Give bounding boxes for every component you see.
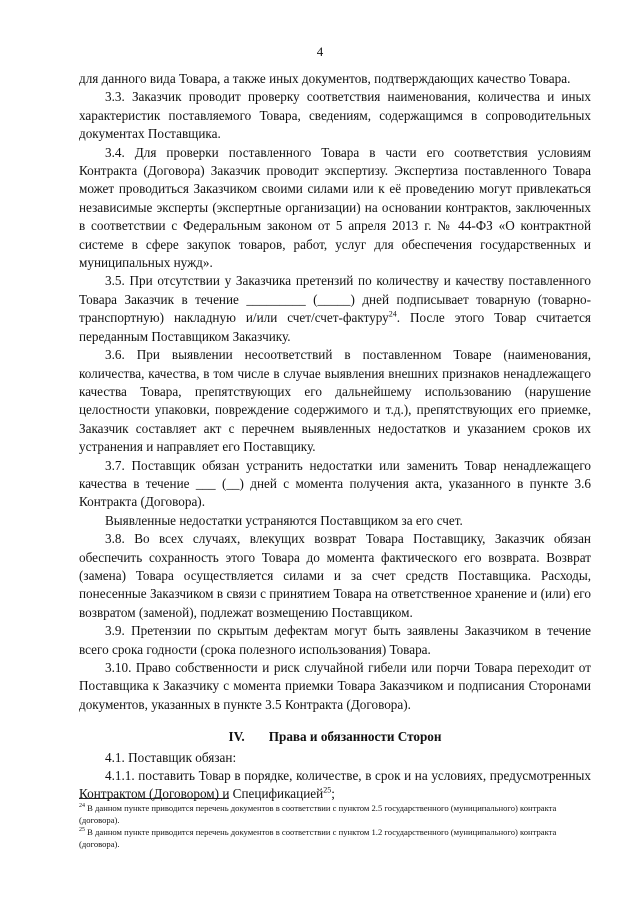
section-heading <box>79 728 591 746</box>
paragraph-3-7: 3.7. Поставщик обязан устранить недостатки или заменить Товар ненадлежащего качества в течение ___ (__) дней с момента получения акта, указанного в пункте 3.6 Контракта (Договора). <box>79 457 591 510</box>
footnote-separator <box>79 798 229 799</box>
paragraph-3-5 <box>79 272 591 346</box>
paragraph-3-5-text-after: . После этого Товар считается переданным Поставщиком Заказчику. <box>79 310 591 344</box>
paragraph-3-9: 3.9. Претензии по скрытым дефектам могут быть заявлены Заказчиком в течение всего срока годности (срока полезного использования) Товара. <box>79 623 591 657</box>
paragraph-3-6: 3.6. При выявлении несоответствий в поставленном Товаре (наименования, количества, качества, в том числе в случае выявления внешних признаков ненадлежащего качества Товара, препятствующих его дальнейшему использованию (нарушение целостности упаковки, повреждение содержимого и т.д.), препятствующих его приемке, Заказчик составляет акт с перечнем выявленных недостатков и указанием сроков их устранения и направляет его Поставщику. <box>79 347 591 455</box>
footnote-24-number: 24 <box>79 803 85 810</box>
page-number: 4 <box>316 44 324 59</box>
paragraph-3-3: 3.3. Заказчик проводит проверку соответствия наименования, количества и иных характеристик поставляемого Товара, сведениям, содержащимся в сопроводительных документах Поставщика. <box>79 89 591 142</box>
paragraph-3-7-note: Выявленные недостатки устраняются Поставщиком за его счет. <box>105 512 463 528</box>
footnote-ref-25: 25 <box>323 786 332 796</box>
footnote-24 <box>79 802 591 826</box>
paragraph-3-5-text: 3.5. При отсутствии у Заказчика претензий по количеству и качеству поставленного Товара Заказчик в течение _________ (_____) дней подписывает товарную (товарно-транспортную) накладную и/или счет/счет-фактуру <box>79 273 591 326</box>
footnote-25-text: В данном пункте приводится перечень документов в соответствии с пунктом 1.2 государственного (муниципального) контракта (договора). <box>79 827 557 849</box>
paragraph-4-1: 4.1. Поставщик обязан: <box>105 749 237 765</box>
paragraph-3-4: 3.4. Для проверки поставленного Товара в части его соответствия условиям Контракта (Договора) Заказчик проводит экспертизу. Экспертиза поставленного Товара может проводиться Заказчиком своими силами или к её проведению могут привлекаться независимые эксперты (экспертные организации) на основании контрактов, заключенных в соответствии с Федеральным законом от 5 апреля 2013 г. № 44-ФЗ «О контрактной системе в сфере закупок товаров, работ, услуг для обеспечения государственных и муниципальных нужд». <box>79 144 591 271</box>
paragraph-3-10: 3.10. Право собственности и риск случайной гибели или порчи Товара переходит от Поставщика к Заказчику с момента приемки Товара Заказчиком и подписания Сторонами документов, указанных в пункте 3.5 Контракта (Договора). <box>79 660 591 712</box>
paragraph-4-1-1-text: 4.1.1. поставить Товар в порядке, количестве, в срок и на условиях, предусмотренных Контрактом (Договором) и Спецификацией <box>79 768 591 802</box>
footnote-24-text: В данном пункте приводится перечень документов в соответствии с пунктом 2.5 государственного (муниципального) контракта (договора). <box>79 803 557 825</box>
footnote-ref-24: 24 <box>388 309 397 319</box>
document-body <box>79 70 591 804</box>
section-number: IV. <box>228 729 245 745</box>
section-title: Права и обязанности Сторон <box>268 729 442 745</box>
paragraph-continuation: для данного вида Товара, а также иных документов, подтверждающих качество Товара. <box>79 71 571 86</box>
footnote-25-number: 25 <box>79 827 85 834</box>
footnote-25 <box>79 826 591 850</box>
footnotes <box>79 798 591 850</box>
paragraph-3-8: 3.8. Во всех случаях, влекущих возврат Товара Поставщику, Заказчик обязан обеспечить сохранность этого Товара до момента фактического его возврата. Возврат (замена) Товара осуществляется силами и за счет средств Поставщика. Расходы, понесенные Заказчиком в связи с принятием Товара на ответственное хранение и (или) его возвратом (заменой), подлежат возмещению Поставщиком. <box>79 531 591 620</box>
paragraph-4-1-1-text-after: ; <box>331 786 335 802</box>
